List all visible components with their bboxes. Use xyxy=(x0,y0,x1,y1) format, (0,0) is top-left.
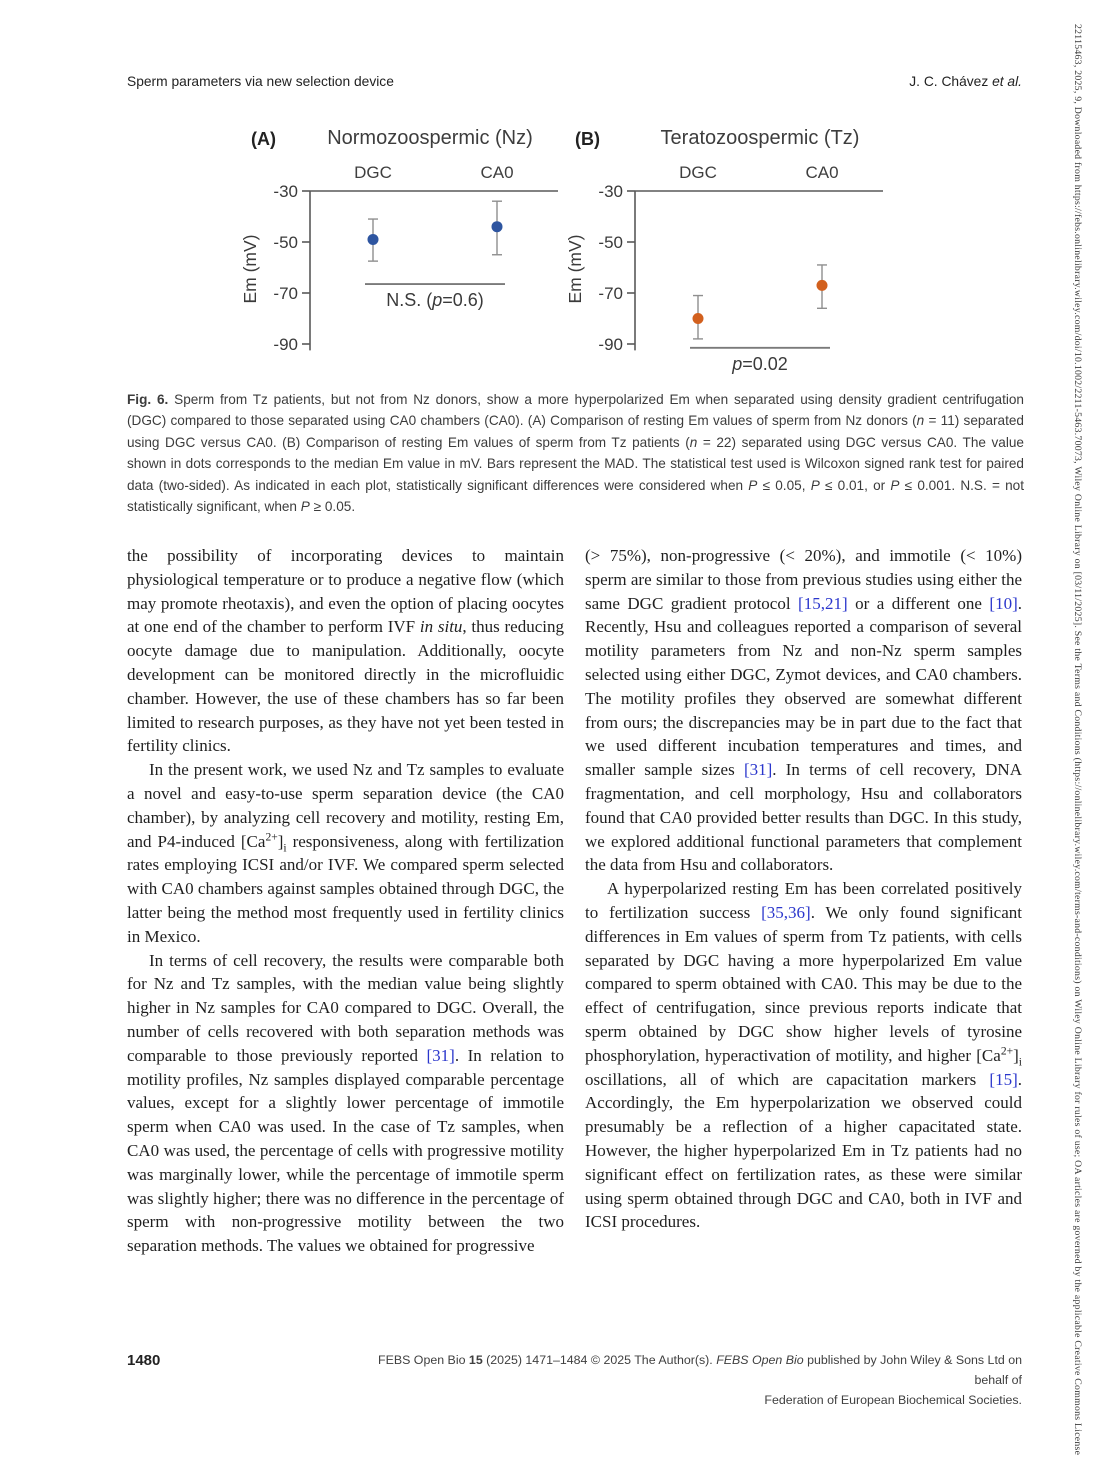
y-tick-label: -90 xyxy=(598,335,623,354)
chart-panel-a xyxy=(240,152,570,392)
data-point-dgc xyxy=(368,234,379,245)
figure-caption: Fig. 6. Sperm from Tz patients, but not from Nz donors, show a more hyperpolarized Em when separated using density gradient centrifugation (DGC) compared to those separated using CA0 chambers (CA0). (A) Comparison of resting Em values of sperm from Nz donors (n = 11) separated using DGC versus CA0. (B) Comparison of resting Em values of sperm from Tz patients (n = 22) separated using DGC versus CA0. The value shown in dots corresponds to the median Em value in mV. Bars represent the MAD. The statistical test used is Wilcoxon signed rank test for paired data (two-sided). As indicated in each plot, statistically significant differences were considered when P ≤ 0.05, P ≤ 0.01, or P ≤ 0.001. N.S. = not statistically significant, when P ≥ 0.05. xyxy=(127,392,1025,515)
reference-link[interactable]: [31] xyxy=(426,1045,455,1065)
body-right-column xyxy=(585,544,1022,1234)
data-point-ca0 xyxy=(817,280,828,291)
running-head xyxy=(127,74,1022,89)
column-header: CA0 xyxy=(480,163,514,182)
y-tick-label: -30 xyxy=(273,182,298,201)
journal-footer: FEBS Open Bio 15 (2025) 1471–1484 © 2025 The Author(s). FEBS Open Bio published by John Wiley & Sons Ltd on behalf of Federation of European Biochemical Societies. xyxy=(378,1353,1022,1407)
paragraph: A hyperpolarized resting Em has been correlated positively to fertilization success [35,36]. We only found significant differences in Em values of sperm from Tz patients, with cells separated by DGC having a more hyperpolarized Em value compared to sperm obtained with CA0. This may be due to the effect of centrifugation, since previous reports indicate that sperm obtained by DGC show higher levels of tyrosine phosphorylation, hyperactivation of motility, and higher $[Ca^{2+}]_i$ oscillations, all of which are capacitation markers [15]. Accordingly, the Em hyperpolarization we observed could presumably be a reflection of a higher capacitated state. However, the higher hyperpolarized Em in Tz patients had no significant effect on fertilization rates, as these were similar using sperm obtained through DGC and CA0, both in IVF and ICSI procedures. xyxy=(585,879,1022,1232)
data-point-dgc xyxy=(693,313,704,324)
paragraph: the possibility of incorporating devices to maintain physiological temperature or to produce a negative flow (which may promote rheotaxis), and even the option of placing oocytes at one end of the chamber to perform IVF in situ, thus reducing oocyte damage due to manipulation. Additionally, oocyte development can be monitored directly in the microfluidic chamber. However, the use of these chambers has so far been limited to research purposes, as they have not yet been tested in fertility clinics. xyxy=(127,546,564,756)
chart-panel-b xyxy=(565,152,895,392)
paragraph: In terms of cell recovery, the results were comparable both for Nz and Tz samples, with the median value being slightly higher in Nz samples for CA0 compared to DGC. Overall, the number of cells recovered with both separation methods was comparable to those previously reported [31]. In relation to motility profiles, Nz samples displayed comparable percentage values, except for a slightly lower percentage of immotile sperm when CA0 was used. In the case of Tz samples, when CA0 was used, the percentage of cells with progressive motility was marginally lower, while the percentage of immotile sperm was slightly higher; there was no difference in the percentage of sperm with non-progressive motility between the two separation methods. The values we obtained for progressive xyxy=(127,950,564,1256)
y-tick-label: -50 xyxy=(598,233,623,252)
data-point-ca0 xyxy=(492,221,503,232)
paragraph: In the present work, we used Nz and Tz samples to evaluate a novel and easy-to-use sperm separation device (the CA0 chamber), by analyzing cell recovery and motility, resting Em, and P4-induced $[Ca^{2+}]_i$ responsiveness, along with fertilization rates employing ICSI and/or IVF. We compared sperm selected with CA0 chambers against samples obtained through DGC, the latter being the method most frequently used in fertility clinics in Mexico. xyxy=(127,760,564,946)
running-authors: J. C. Chávez et al. xyxy=(909,74,1022,89)
y-axis-label: Em (mV) xyxy=(240,234,260,304)
reference-link[interactable]: [10] xyxy=(989,593,1018,613)
running-title: Sperm parameters via new selection device xyxy=(127,74,394,89)
column-header: CA0 xyxy=(805,163,839,182)
reference-link[interactable]: [15,21] xyxy=(798,593,848,613)
body-left-column xyxy=(127,544,564,1258)
y-tick-label: -70 xyxy=(273,284,298,303)
paragraph: (> 75%), non-progressive (< 20%), and immotile (< 10%) sperm are similar to those from previous studies using either the same DGC gradient protocol [15,21] or a different one [10]. Recently, Hsu and colleagues reported a comparison of several motility parameters from Nz and non-Nz sperm samples selected using either DGC, Zymot devices, and CA0 chambers. The motility profiles they observed are somewhat different from ours; the discrepancies may be in part due to the fact that we used different incubation temperatures and times, and smaller sample sizes [31]. In terms of cell recovery, DNA fragmentation, and cell morphology, Hsu and collaborators found that CA0 provided better results than DGC. In this study, we explored additional functional parameters that complement the data from Hsu and collaborators. xyxy=(585,546,1022,875)
panel-a-label: (A) xyxy=(251,129,276,149)
significance-label: N.S. (p=0.6) xyxy=(386,290,484,311)
reference-link[interactable]: [35,36] xyxy=(761,902,811,922)
reference-link[interactable]: [31] xyxy=(743,760,773,780)
page-number: 1480 xyxy=(127,1352,161,1369)
column-header: DGC xyxy=(354,163,392,182)
y-tick-label: -50 xyxy=(273,233,298,252)
panel-a-title: Normozoospermic (Nz) xyxy=(327,127,533,149)
sidebar-license-text: 22115463, 2025, 9, Downloaded from https://febs.onlinelibrary.wiley.com/doi/10.1002/2211-5463.70073, Wiley Online Library on [03/11/2025]. See the Terms and Conditions (https://onlinelibrary.wiley.com/terms-and-conditions) on Wiley Online Library for rules of use; OA articles are governed by the applicable Creative Commons License xyxy=(1072,24,1083,1456)
y-tick-label: -70 xyxy=(598,284,623,303)
column-header: DGC xyxy=(679,163,717,182)
y-axis-label: Em (mV) xyxy=(565,234,585,304)
y-tick-label: -90 xyxy=(273,335,298,354)
significance-label: p=0.02 xyxy=(732,353,788,374)
panel-b-label: (B) xyxy=(575,129,600,149)
y-tick-label: -30 xyxy=(598,182,623,201)
panel-b-title: Teratozoospermic (Tz) xyxy=(660,127,860,149)
reference-link[interactable]: [15] xyxy=(989,1069,1018,1089)
